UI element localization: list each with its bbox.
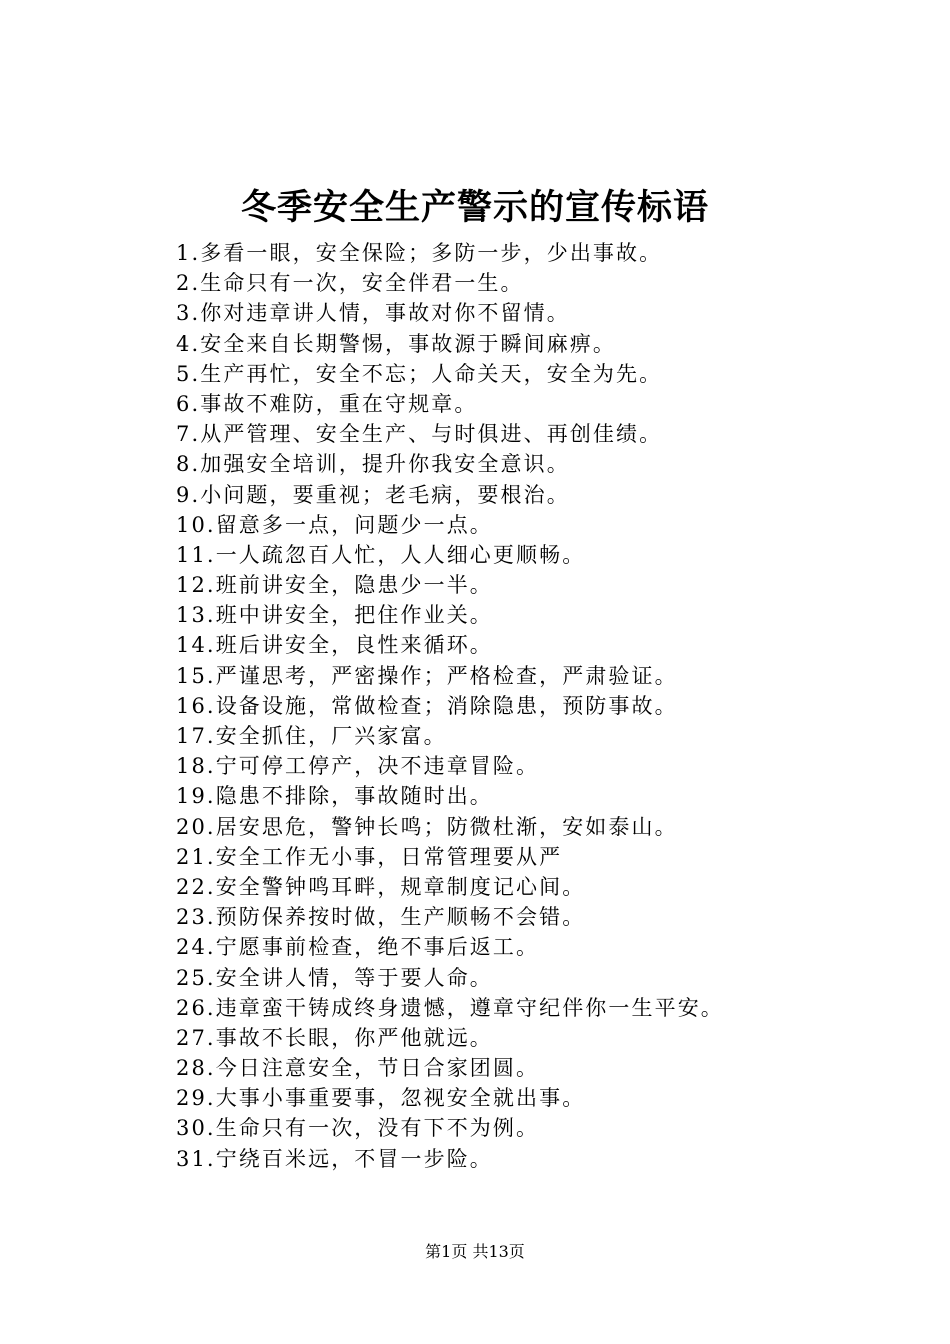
slogan-item-24: 24.宁愿事前检查，绝不事后返工。 xyxy=(176,935,540,960)
slogan-item-19: 19.隐患不排除，事故随时出。 xyxy=(176,784,493,809)
slogan-item-16: 16.设备设施，常做检查；消除隐患，预防事故。 xyxy=(176,693,678,718)
slogan-item-8: 8.加强安全培训，提升你我安全意识。 xyxy=(176,452,570,477)
slogan-list xyxy=(176,238,916,1174)
slogan-item-11: 11.一人疏忽百人忙，人人细心更顺畅。 xyxy=(176,542,586,567)
slogan-item-5: 5.生产再忙，安全不忘；人命关天，安全为先。 xyxy=(176,361,663,386)
page-indicator: 第1页 共13页 xyxy=(425,1242,525,1261)
slogan-item-2: 2.生命只有一次，安全伴君一生。 xyxy=(176,271,524,296)
slogan-item-4: 4.安全来自长期警惕，事故源于瞬间麻痹。 xyxy=(176,331,617,356)
slogan-item-21: 21.安全工作无小事，日常管理要从严 xyxy=(176,844,563,869)
slogan-item-14: 14.班后讲安全，良性来循环。 xyxy=(176,633,493,658)
page-footer xyxy=(0,1240,950,1264)
slogan-item-18: 18.宁可停工停产，决不违章冒险。 xyxy=(176,754,540,779)
page-title: 冬季安全生产警示的宣传标语 xyxy=(240,188,709,228)
slogan-item-15: 15.严谨思考，严密操作；严格检查，严肃验证。 xyxy=(176,663,678,688)
slogan-item-27: 27.事故不长眼，你严他就远。 xyxy=(176,1025,493,1050)
slogan-item-1: 1.多看一眼，安全保险；多防一步，少出事故。 xyxy=(176,241,663,265)
slogan-item-12: 12.班前讲安全，隐患少一半。 xyxy=(176,573,493,598)
slogan-item-7: 7.从严管理、安全生产、与时俱进、再创佳绩。 xyxy=(176,422,663,447)
slogan-item-28: 28.今日注意安全，节日合家团圆。 xyxy=(176,1056,540,1081)
slogan-item-23: 23.预防保养按时做，生产顺畅不会错。 xyxy=(176,905,586,930)
slogan-item-22: 22.安全警钟鸣耳畔，规章制度记心间。 xyxy=(176,874,586,899)
slogan-item-30: 30.生命只有一次，没有下不为例。 xyxy=(176,1116,540,1141)
slogan-item-10: 10.留意多一点，问题少一点。 xyxy=(176,512,493,537)
slogan-item-13: 13.班中讲安全，把住作业关。 xyxy=(176,603,493,628)
slogan-item-9: 9.小问题，要重视；老毛病，要根治。 xyxy=(176,482,570,507)
slogan-item-29: 29.大事小事重要事，忽视安全就出事。 xyxy=(176,1086,586,1111)
slogan-item-31: 31.宁绕百米远，不冒一步险。 xyxy=(176,1146,493,1171)
slogan-item-17: 17.安全抓住，厂兴家富。 xyxy=(176,724,447,748)
slogan-item-25: 25.安全讲人情，等于要人命。 xyxy=(176,965,493,990)
slogan-item-3: 3.你对违章讲人情，事故对你不留情。 xyxy=(176,301,570,326)
slogan-item-26: 26.违章蛮干铸成终身遗憾，遵章守纪伴你一生平安。 xyxy=(176,995,724,1020)
slogan-item-20: 20.居安思危，警钟长鸣；防微杜渐，安如泰山。 xyxy=(176,814,678,839)
slogan-item-6: 6.事故不难防，重在守规章。 xyxy=(176,391,478,416)
